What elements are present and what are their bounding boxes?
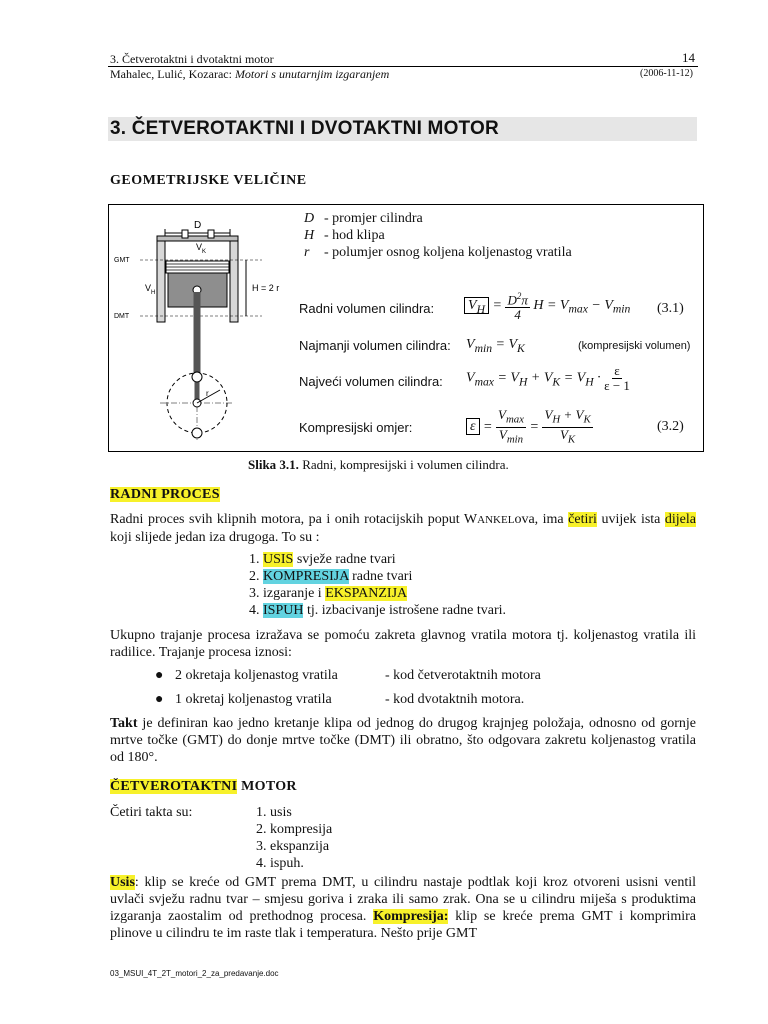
figure-caption: Slika 3.1. Radni, kompresijski i volumen cilindra. (248, 457, 509, 472)
eq-number-3-2: (3.2) (657, 419, 684, 434)
label-d: D (194, 220, 202, 231)
formula-vh: $V_H$ = $\frac{D^2\pi}{4}$ $H = V_{max} - V_{min}$ (464, 289, 630, 322)
list-item: ● 2 okretaja koljenastog vratila - kod četverotaktnih motora (155, 668, 541, 683)
label-dmt: DMT (114, 313, 130, 320)
label-najmanji-volumen: Najmanji volumen cilindra: (299, 338, 451, 353)
var-row: D - promjer cilindra (304, 211, 423, 226)
label-kompresijski-omjer: Kompresijski omjer: (299, 420, 413, 435)
label-r: r (206, 389, 209, 398)
label-h: H = 2 r (252, 283, 280, 293)
list-item: 2. kompresija (256, 822, 333, 837)
note-kompresijski: (kompresijski volumen) (578, 340, 691, 352)
eq-number-3-1: (3.1) (657, 301, 684, 316)
formula-epsilon: ε = $\frac{V_{max}}{V_{min}}$ = $\frac{V_H + V_K}{V_K}$ (466, 408, 593, 446)
paragraph-trajanje: Ukupno trajanje procesa izražava se pomoću zakreta glavnog vratila motora tj. koljenastog vratila ili radilice. Trajanje procesa iznosi: (110, 628, 696, 660)
section-heading-radni-proces: RADNI PROCES (110, 487, 220, 502)
list-item: 1. usis (256, 805, 292, 820)
list-item: 2. KOMPRESIJA radne tvari (249, 569, 413, 584)
takt-list (256, 804, 332, 872)
var-row: H - hod klipa (304, 228, 385, 243)
paragraph-usis-kompresija: Usis: klip se kreće od GMT prema DMT, u cilindru nastaje podtlak koji kroz otvoreni usisni ventil uvlači svježu radnu tvar – smjesu goriva i zraka ili samo zrak. Ona se u cilindru miješa s produktima izgaranja zaostalim od prethodnog procesa. Kompresija: klip se kreće prema GMT i komprimira plinove u cilindru te im raste tlak i temperatura. Nešto prije GMT (110, 875, 696, 941)
section-heading-cetverotaktni: ČETVEROTAKTNI MOTOR (110, 779, 297, 794)
bullet-list-okretaji (155, 667, 541, 715)
list-item: 4. ispuh. (256, 856, 304, 871)
label-najveci-volumen: Najveći volumen cilindra: (299, 374, 443, 389)
list-item: ● 1 okretaj koljenastog vratila - kod dvotaktnih motora. (155, 692, 525, 707)
running-header-authors: Mahalec, Lulić, Kozarac: Motori s unutarnjim izgaranjem (110, 67, 390, 81)
label-gmt: GMT (114, 257, 130, 264)
label-vk: $V_K$ (196, 242, 207, 255)
running-header-chapter: 3. Četverotaktni i dvotaktni motor (110, 52, 274, 66)
piston-diagram (112, 212, 292, 448)
paragraph-radni-proces: Radni proces svih klipnih motora, pa i onih rotacijskih poput WANKELova, ima četiri uvijek ista dijela koji slijede jedan iza drugoga. To su : (110, 512, 697, 545)
list-item: 4. ISPUH tj. izbacivanje istrošene radne tvari. (249, 603, 506, 618)
header-date: (2006-11-12) (640, 68, 693, 79)
process-steps-list (249, 551, 506, 619)
takt-list-label: Četiri takta su: (110, 805, 193, 820)
section-heading-geometry: GEOMETRIJSKE VELIČINE (110, 173, 307, 188)
label-radni-volumen: Radni volumen cilindra: (299, 301, 435, 316)
paragraph-takt: Takt je definiran kao jedno kretanje klipa od jednog do drugog krajnjeg položaja, odnosno od gornje mrtve točke (GMT) do donje mrtve točke (DMT) ili obratno, što odgovara zakretu koljenastog vratila od 180°. (110, 716, 696, 765)
list-item: 1. USIS svježe radne tvari (249, 552, 396, 567)
list-item: 3. ekspanzija (256, 839, 330, 854)
label-vh: $V_H$ (145, 283, 156, 296)
page-number: 14 (682, 50, 695, 65)
formula-vmin: $V_{min} = V_K$ (466, 337, 525, 355)
variable-definitions (304, 210, 572, 261)
list-item: 3. izgaranje i EKSPANZIJA (249, 586, 408, 601)
var-row: r - polumjer osnog koljena koljenastog vratila (304, 245, 572, 260)
chapter-title: 3. ČETVEROTAKTNI I DVOTAKTNI MOTOR (110, 118, 499, 139)
formula-vmax: $V_{max} = V_H + V_K = V_H$ · $\frac{\varepsilon}{\varepsilon - 1}$ (466, 363, 630, 393)
footer-filename: 03_MSUI_4T_2T_motori_2_za_predavanje.doc (110, 969, 279, 978)
